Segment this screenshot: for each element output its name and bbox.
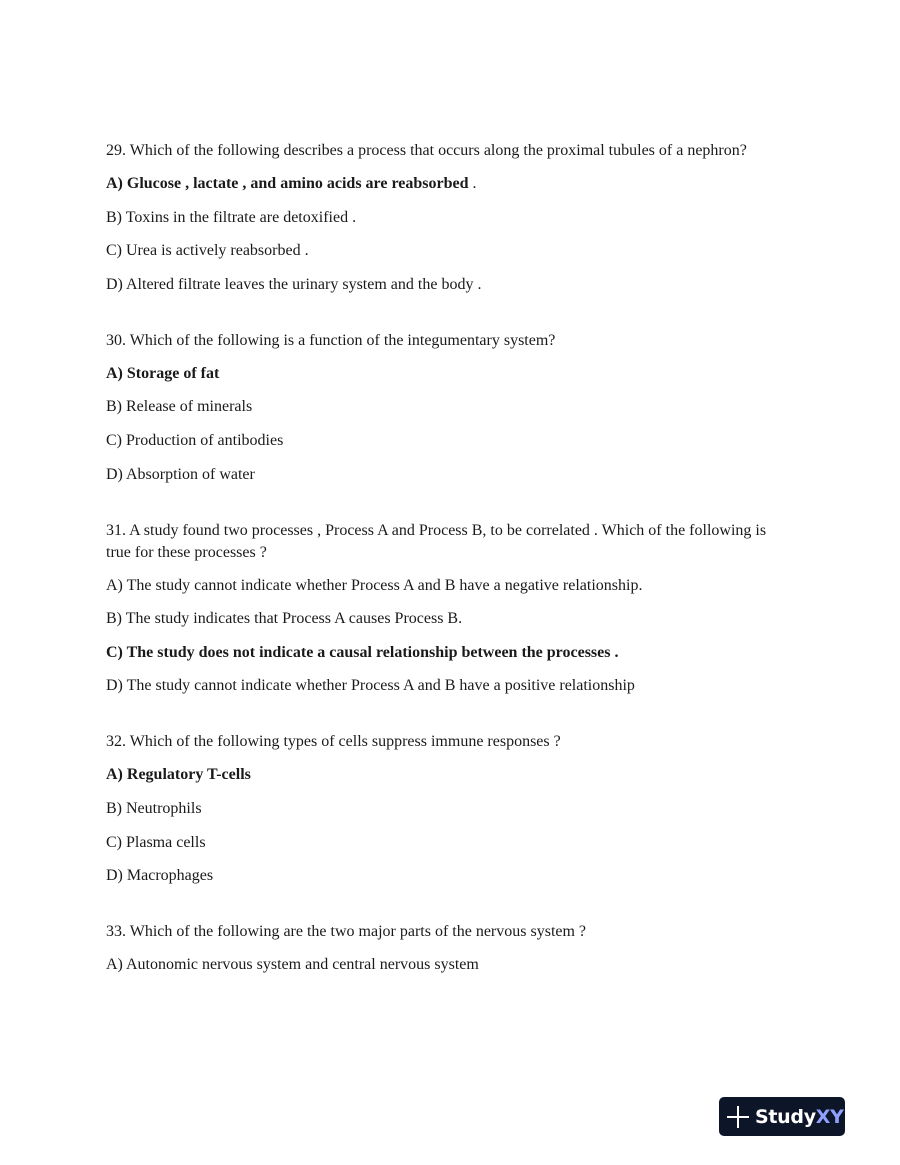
option-c-correct: C) The study does not indicate a causal relationship between the processes .	[106, 643, 619, 661]
option-a: A) The study cannot indicate whether Process A and B have a negative relationship.	[106, 576, 643, 594]
option-b: B) The study indicates that Process A causes Process B.	[106, 610, 463, 628]
question-31	[106, 520, 786, 698]
brand-accent: XY	[815, 1105, 844, 1128]
option-d: D) The study cannot indicate whether Process A and B have a positive relationship	[106, 677, 635, 695]
question-text: 33. Which of the following are the two major parts of the nervous system ?	[106, 923, 587, 941]
option-d: D) Absorption of water	[106, 465, 255, 483]
question-text: 30. Which of the following is a function of the integumentary system?	[106, 331, 556, 349]
option-c: C) Production of antibodies	[106, 431, 284, 449]
question-list	[106, 140, 786, 988]
option-a-correct: A) Regulatory T-cells	[106, 766, 251, 784]
option-c: C) Plasma cells	[106, 833, 206, 851]
option-c: C) Urea is actively reabsorbed .	[106, 242, 309, 260]
question-29	[106, 140, 786, 296]
option-d: D) Altered filtrate leaves the urinary system and the body .	[106, 275, 482, 293]
brand-main: Study	[755, 1105, 816, 1128]
studyxy-logo	[719, 1097, 845, 1136]
option-b: B) Release of minerals	[106, 398, 253, 416]
option-text: A) Glucose , lactate , and amino acids are reabsorbed	[106, 175, 469, 192]
brand-name	[755, 1106, 844, 1128]
option-b: B) Toxins in the filtrate are detoxified .	[106, 208, 357, 226]
option-d: D) Macrophages	[106, 867, 214, 885]
question-33	[106, 921, 786, 976]
option-b: B) Neutrophils	[106, 799, 202, 817]
question-30	[106, 330, 786, 486]
option-a-correct	[106, 173, 786, 195]
plus-icon	[727, 1106, 749, 1128]
option-a-correct: A) Storage of fat	[106, 364, 220, 382]
question-text: 31. A study found two processes , Process A and Process B, to be correlated . Which of the following is true for these processes ?	[106, 521, 767, 561]
option-trail: .	[468, 175, 477, 192]
option-a: A) Autonomic nervous system and central nervous system	[106, 956, 479, 974]
question-text: 29. Which of the following describes a process that occurs along the proximal tubules of a nephron?	[106, 142, 747, 159]
question-text: 32. Which of the following types of cells suppress immune responses ?	[106, 733, 561, 751]
question-32	[106, 731, 786, 887]
